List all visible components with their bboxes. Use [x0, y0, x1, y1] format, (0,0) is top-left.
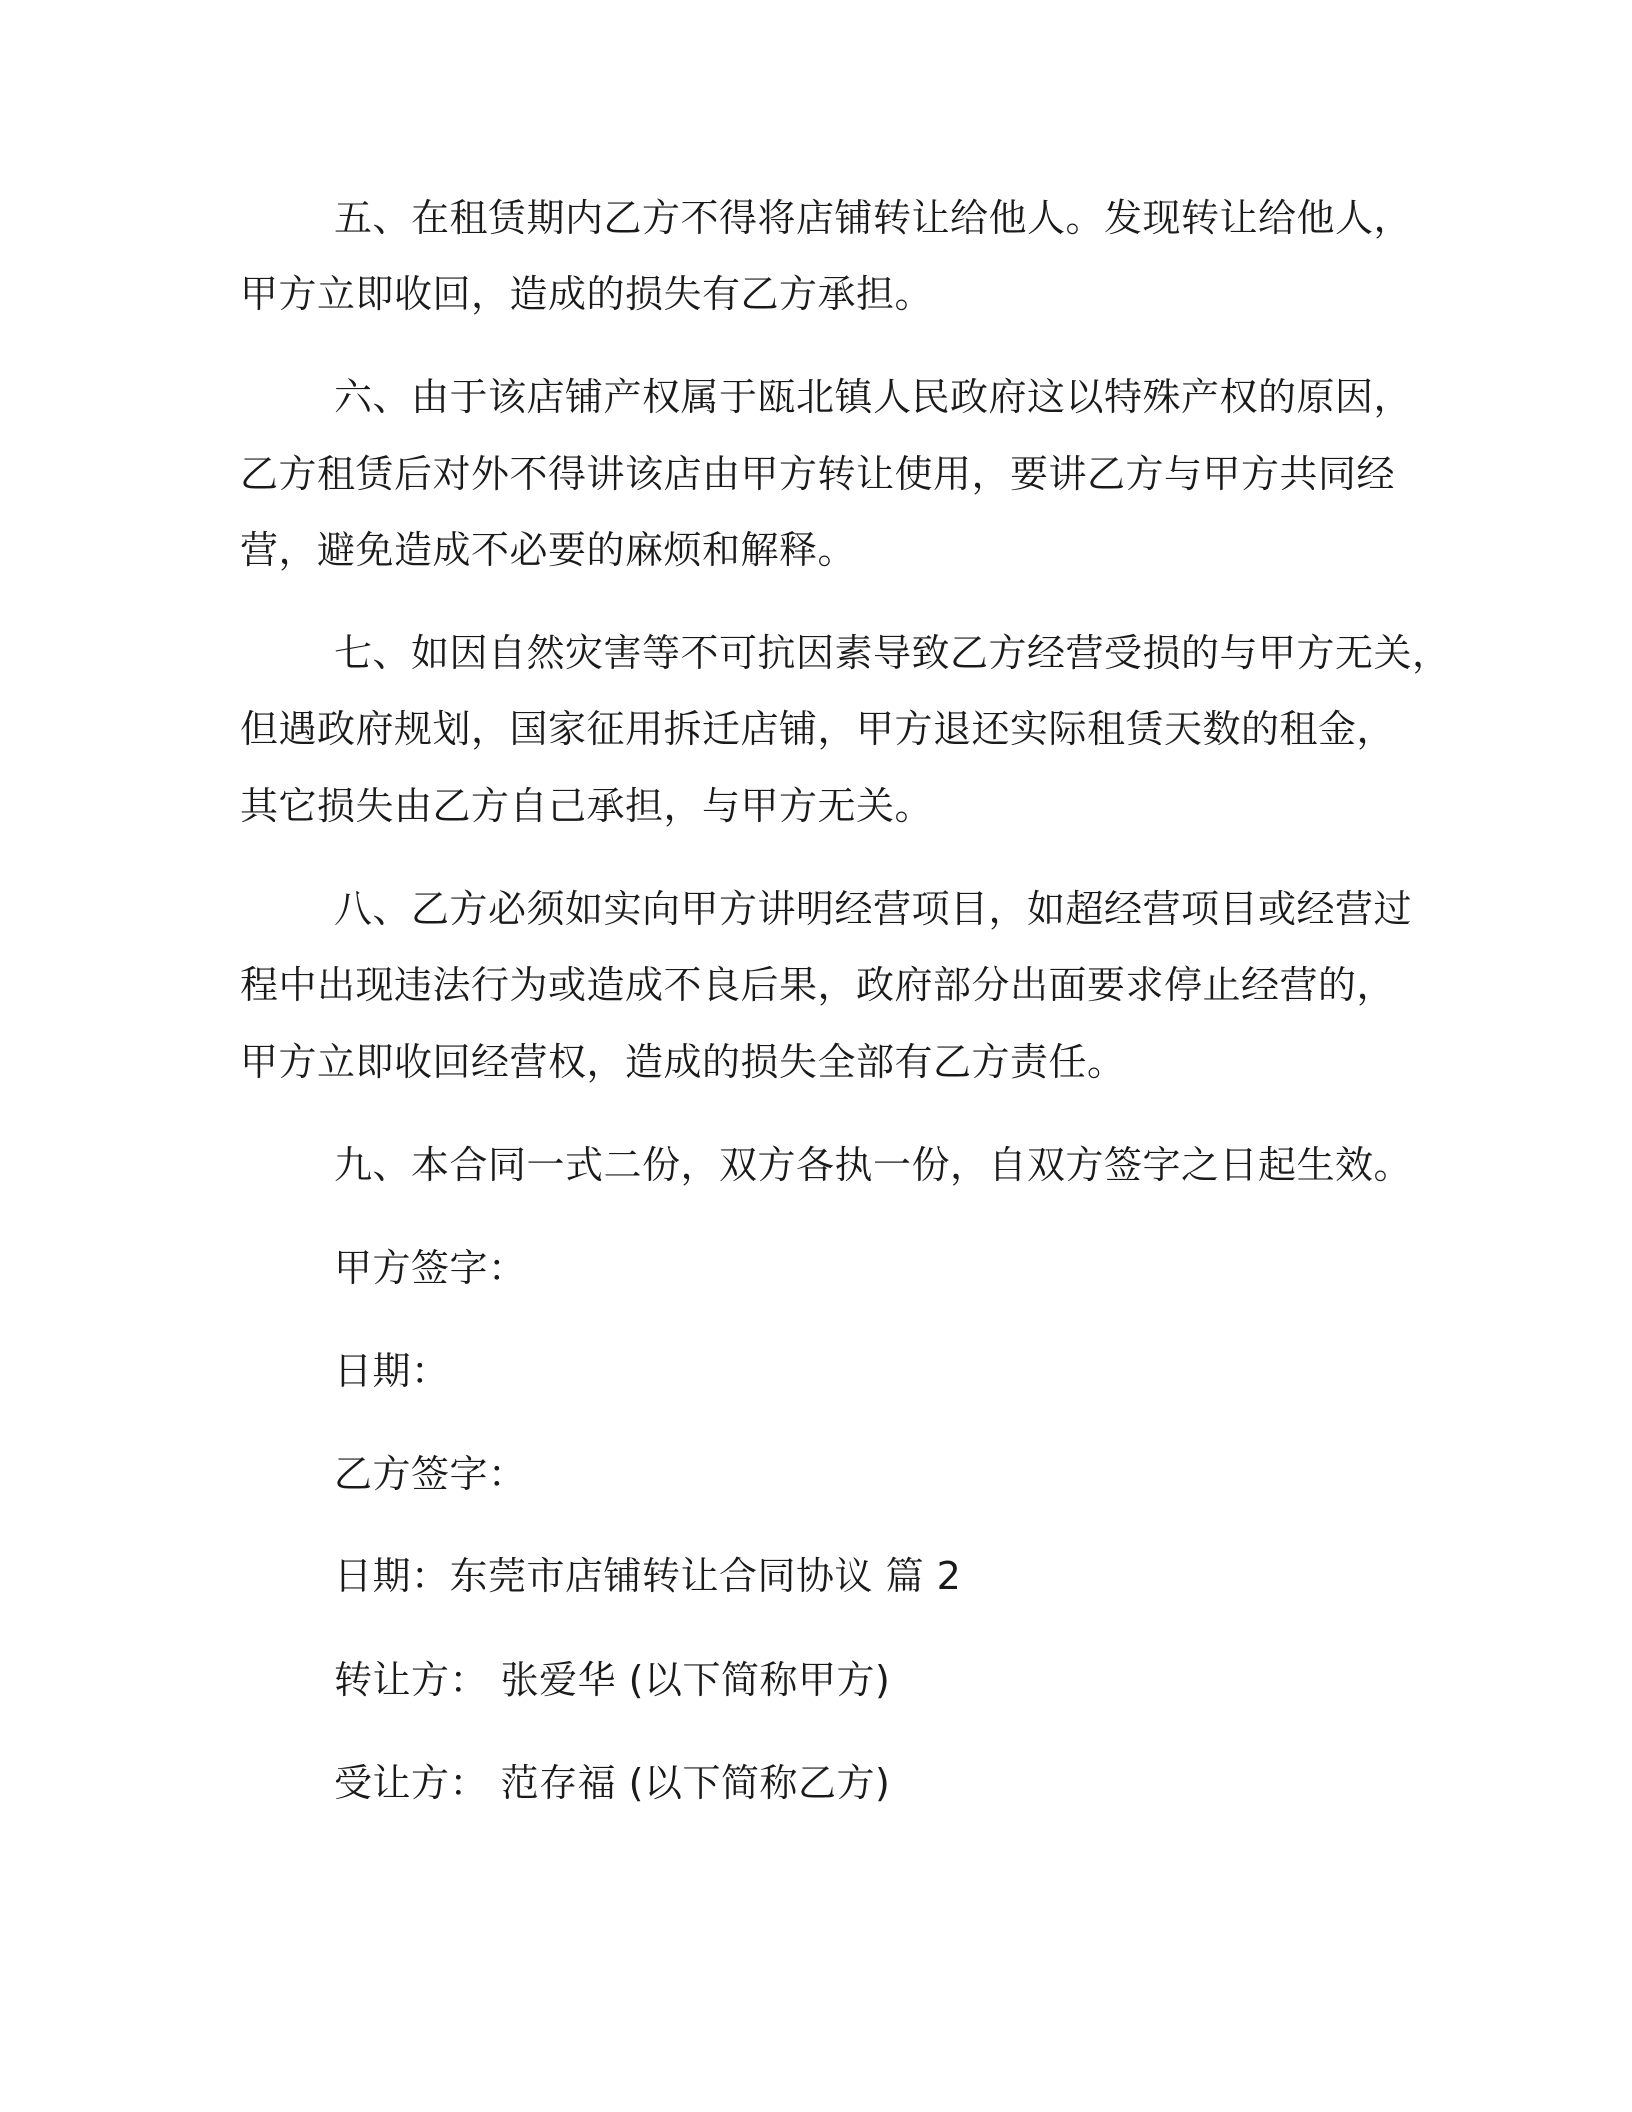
- party-a-signature-label: 甲方签字：: [334, 1246, 527, 1290]
- clause-7-line-1: 七、如因自然灾害等不可抗因素导致乙方经营受损的与甲方无关，: [334, 631, 1451, 675]
- clause-8-line-2: 程中出现违法行为或造成不良后果，政府部分出面要求停止经营的，: [240, 963, 1396, 1007]
- clause-7-line-2: 但遇政府规划，国家征用拆迁店铺，甲方退还实际租赁天数的租金，: [240, 707, 1396, 751]
- clause-5-line-1: 五、在租赁期内乙方不得将店铺转让给他人。发现转让给他人，: [334, 196, 1413, 240]
- clause-6-line-1: 六、由于该店铺产权属于瓯北镇人民政府这以特殊产权的原因，: [334, 375, 1413, 419]
- transferor-line: 转让方： 张爱华 (以下简称甲方): [334, 1658, 891, 1702]
- clause-7-line-3: 其它损失由乙方自己承担，与甲方无关。: [240, 784, 934, 828]
- clause-6-line-2: 乙方租赁后对外不得讲该店由甲方转让使用，要讲乙方与甲方共同经: [240, 452, 1396, 496]
- clause-6-line-3: 营，避免造成不必要的麻烦和解释。: [240, 528, 857, 572]
- party-b-signature-label: 乙方签字：: [334, 1452, 527, 1496]
- date-label-2-with-title: 日期：东莞市店铺转让合同协议 篇 2: [334, 1554, 962, 1598]
- transferee-line: 受让方： 范存福 (以下简称乙方): [334, 1761, 891, 1805]
- clause-8-line-1: 八、乙方必须如实向甲方讲明经营项目，如超经营项目或经营过: [334, 887, 1413, 931]
- clause-9-line-1: 九、本合同一式二份，双方各执一份，自双方签字之日起生效。: [334, 1143, 1413, 1187]
- clause-8-line-3: 甲方立即收回经营权，造成的损失全部有乙方责任。: [240, 1040, 1126, 1084]
- clause-5-line-2: 甲方立即收回，造成的损失有乙方承担。: [240, 272, 934, 316]
- date-label-1: 日期：: [334, 1349, 450, 1393]
